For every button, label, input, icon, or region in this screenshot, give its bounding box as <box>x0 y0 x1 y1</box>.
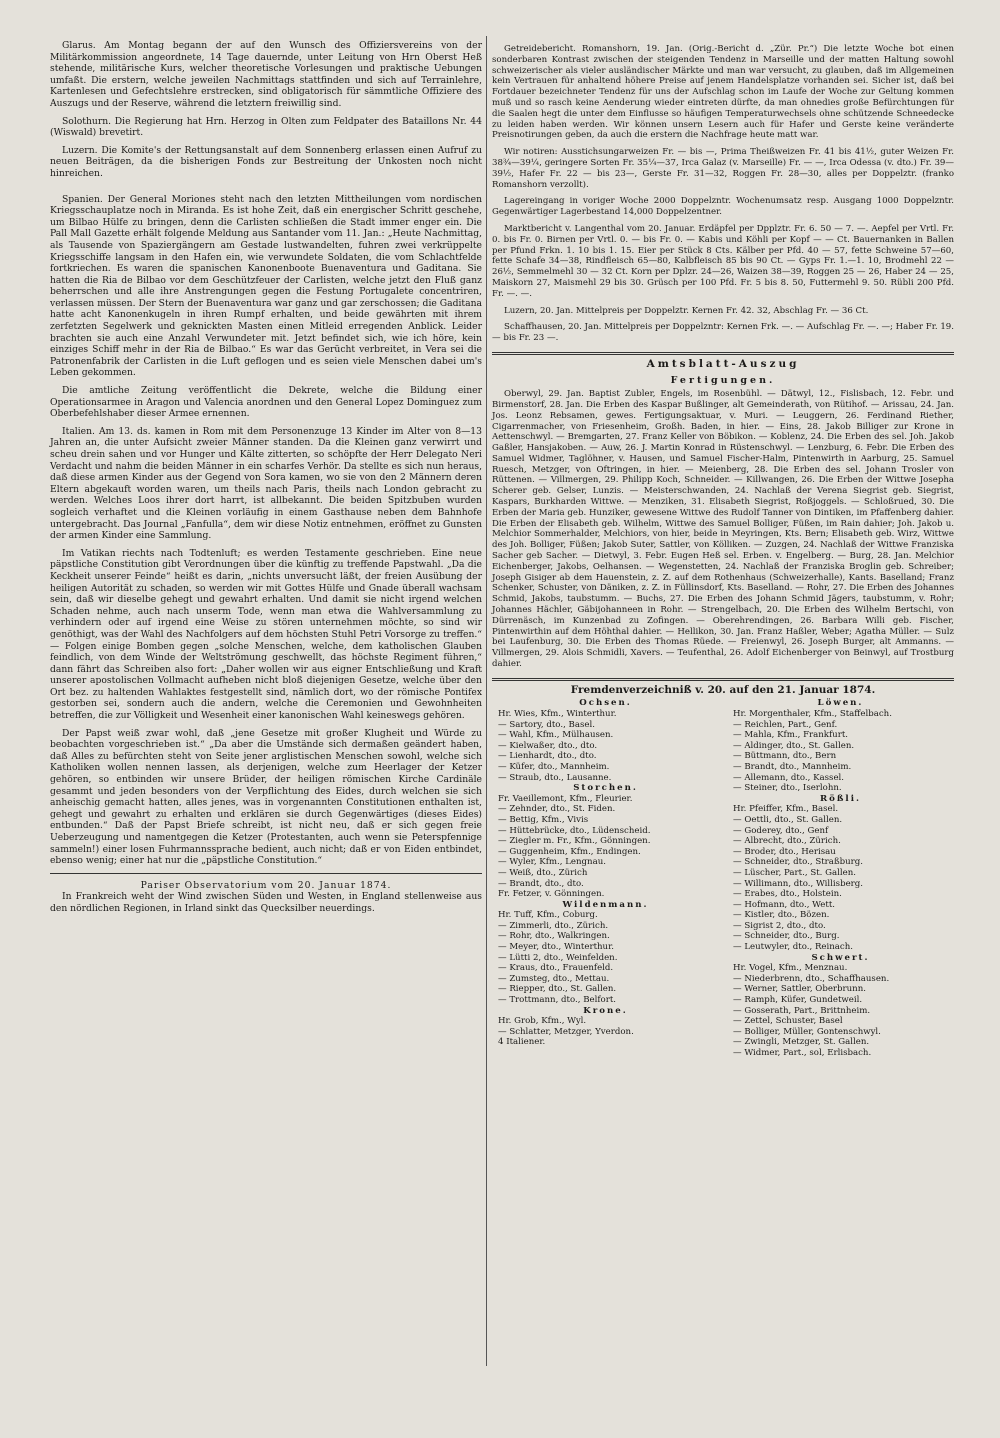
guest-entry: — Albrecht, dto., Zürich. <box>733 836 841 847</box>
guest-entry: — Sigrist 2, dto., dto. <box>733 920 826 931</box>
guest-entry: — Kraus, dto., Frauenfeld. <box>498 963 614 974</box>
guest-entry: — Brandt, dto., dto. <box>498 878 584 889</box>
guest-entry: — Widmer, Part., sol, Erlisbach. <box>733 1048 872 1059</box>
guest-entry: — Hofmann, dto., Wett. <box>733 899 836 910</box>
guest-entry: — Schneider, dto., Burg. <box>733 931 840 942</box>
fremden-list-right <box>727 698 954 1058</box>
guest-entry: — Lütti 2, dto., Weinfelden. <box>498 952 618 963</box>
guest-entry: — Straub, dto., Lausanne. <box>498 772 612 783</box>
guest-entry: — Lienhardt, dto., dto. <box>498 751 597 762</box>
section-rule <box>50 873 482 874</box>
guest-entry: — Gosserath, Part., Brittnheim. <box>733 1005 871 1016</box>
column-divider <box>486 36 487 1366</box>
guest-entry: — Zehnder, dto., St. Fiden. <box>498 804 616 815</box>
fertigungen-heading: Fertigungen. <box>670 374 776 386</box>
guest-entry: — Broder, dto., Herisau <box>733 846 836 857</box>
right-column <box>492 44 954 1059</box>
article-spanien: Spanien. Der General Moriones steht nach den letzten Mittheilungen vom nordischen Kriegsschauplatze noch in Miranda. Es ist hohe Zeit, daß ein energischer Schritt geschehe, um Bilbao Hülfe zu bringen, denn die Carlisten schließen die Stadt immer enger ein. Die Pall Mall Gazette erhält folgende Meldung aus Santander vom 11. Jan.: „Heute Nachmittag, als Tausende von Spaziergängern am Gestade lustwandelten, fuhren zwei verkrüppelte Kriegsschiffe langsam in den Hafen ein, wie verwundete Soldaten, die vom Schlachtfelde fortkriechen. Es waren die spanischen Kanonenboote Buenaventura und Gaditana. Sie hatten die Ria de Bilbao vor dem Geschützfeuer der Carlisten, welche jetzt den Fluß ganz beherrschen und alle ihre Anstrengungen gegen die Festung Portugalete concentriren, verlassen müssen. Der Stern der Buenaventura war ganz und gar zerschossen; die Gaditana hatte acht Kanonenkugeln in ihren Rumpf erhalten, und beide gewährten mit ihrem zerfetzten Segelwerk und geknickten Masten einen Mitleid erregenden Anblick. Leider brachten sie auch eine Anzahl Verwundeter mit. Jetzt befindet sich, wie ich höre, kein einziges Schiff mehr in der Ria de Bilbao.“ Es war das Gerücht verbreitet, in Vera sei die Patronenfabrik der Carlisten in die Luft geflogen und es seien viele Menschen dabei um's Leben gekommen. <box>50 193 482 379</box>
guest-entry: — Sartory, dto., Basel. <box>498 719 595 730</box>
hotel-name: Schwert. <box>811 952 870 963</box>
guest-entry: — Bettig, Kfm., Vivis <box>498 814 589 825</box>
guest-entry: Hr. Vogel, Kfm., Menznau. <box>733 963 848 974</box>
guest-entry: — Büttmann, dto., Bern <box>733 751 837 762</box>
guest-entry: — Niederbrenn, dto., Schaffhausen. <box>733 973 890 984</box>
guest-entry: Hr. Wies, Kfm., Winterthur. <box>498 709 617 720</box>
guest-entry: — Hüttebrücke, dto., Lüdenscheid. <box>498 825 651 836</box>
guest-entry: Hr. Tuff, Kfm., Coburg. <box>498 910 598 921</box>
section-rule <box>492 678 954 681</box>
guest-entry: — Zimmerli, dto., Zürich. <box>498 920 609 931</box>
getreide-notiren: Wir notiren: Ausstichsungarweizen Fr. — bis —, Prima Theißweizen Fr. 41 bis 41½, guter Weizen Fr. 38¾—39¼, geringere Sorten Fr. 35¼—37, Irca Galaz (v. Marseille) Fr. — —, Irca Odessa (v. dto.) Fr. 39—39½, Hafer Fr. 22 — bis 23—, Gerste Fr. 31—32, Roggen Fr. 28—30, alles per Doppelztr. (franko Romanshorn verzollt). <box>492 147 954 190</box>
fremden-list-left <box>492 698 719 1058</box>
article-papst: Der Papst weiß zwar wohl, daß „jene Gesetze mit großer Klugheit und Würde zu beobachten vorgeschrieben ist.“ „Da aber die Umstände sich dermaßen geändert haben, daß Alles zu befürchten steht von Seite jener arglistischen Menschen sowohl, welche sich Katholiken wollen nennen lassen, als derjenigen, welche zum Heerlager der Ketzer gehören, so entbinden wir unsere Brüder, der heiligen römischen Kirche Cardinäle gesammt und jeden besonders von der Verpflichtung des Eides, durch welchen sie sich anheischig gemacht hatten, alles jenes, was in vorgenannten Constitutionen enthalten ist, gehegt und gewahrt zu erhalten und erklären sie durch Gegenwärtiges (dieses Eides) entbunden.“ Daß der Papst Briefe schreibt, ist nicht neu, daß er sich gegen freie Ueberzeugung und namentgegen die Ketzer (Protestanten, auch wenn sie Peterspfennige sammeln!) einer losen Fuhrmannssprache bedient, auch nicht; daß er von Eiden entbindet, ebenso wenig; einer hat nur die „päpstliche Constitution.“ <box>50 727 482 867</box>
getreidebericht: Getreidebericht. Romanshorn, 19. Jan. (Orig.-Bericht d. „Zür. Pr.“) Die letzte Woche bot einen sonderbaren Kontrast zwischen der steigenden Tendenz in Marseille und der matten Haltung sowohl schweizerischer als vieler ausländischer Märkte und man war versucht, zu glauben, daß im Allgemeinen kein Vertrauen für anhaltend höhere Preise auf jenem Handelsplatze vorhanden sei. Sicher ist, daß bei Fortdauer bezeichneter Tendenz für uns der Aufschlag schon im Laufe der Woche zur Geltung kommen muß und so rasch keine Aenderung wieder eintreten dürfte, da man ohnedies große Befürchtungen für die Saalen hegt die unter dem Einflusse so häufigen Temperaturwechsels ohne schützende Schneedecke zu leiden haben werden. Wir können unsern Lesern auch für Hafer und Gerste keine veränderte Preisnotirungen geben, da auch die erstern die Nachfrage heute matt war. <box>492 44 954 141</box>
guest-entry: — Werner, Sattler, Oberbrunn. <box>733 984 866 995</box>
guest-entry: — Schneider, dto., Straßburg. <box>733 857 864 868</box>
fremdenverzeichnis-heading: Fremdenverzeichniß v. 20. auf den 21. Januar 1874. <box>570 683 876 696</box>
getreide-lager: Lagereingang in voriger Woche 2000 Doppelzntr. Wochenumsatz resp. Ausgang 1000 Doppelzntr. Gegenwärtiger Lagerbestand 14,000 Doppelzentner. <box>492 196 954 218</box>
guest-entry: — Kistler, dto., Bözen. <box>733 910 830 921</box>
guest-entry: — Meyer, dto., Winterthur. <box>498 942 614 953</box>
guest-entry: — Willimann, dto., Willisberg. <box>733 878 863 889</box>
marktbericht-schaffhausen: Schaffhausen, 20. Jan. Mittelpreis per Doppelzntr: Kernen Frk. —. — Aufschlag Fr. —. —; Haber Fr. 19. — bis Fr. 23 —. <box>492 322 954 344</box>
hotel-name: Löwen. <box>817 698 864 709</box>
guest-entry: — Küfer, dto., Mannheim. <box>498 761 610 772</box>
guest-entry: — Wyler, Kfm., Lengnau. <box>498 857 606 868</box>
hotel-name: Krone. <box>583 1005 628 1016</box>
guest-entry: — Trottmann, dto., Belfort. <box>498 995 617 1006</box>
guest-entry: — Zwingli, Metzger, St. Gallen. <box>733 1037 870 1048</box>
guest-entry: — Weiß, dto., Zürich <box>498 867 588 878</box>
article-italien: Italien. Am 13. ds. kamen in Rom mit dem Personenzuge 13 Kinder im Alter von 8—13 Jahren an, die unter Aufsicht zweier Männer standen. Da die Kleinen ganz verwirrt und scheu drein sahen und vor Hunger und Kälte zitterten, so schöpfte der Herr Delegato Neri Verdacht und nahm die beiden Männer in ein scharfes Verhör. Da stellte es sich nun heraus, daß diese armen Kinder aus der Gegend von Sora kamen, wo sie von den 2 Männern deren Eltern abgekauft worden waren, um theils nach Paris, theils nach London gebracht zu werden. Welches Loos ihrer dort harrt, ist allbekannt. Die beiden Spitzbuben wurden sogleich verhaftet und die Kleinen vorläufig in einem Gasthause neben dem Bahnhofe untergebracht. Das Journal „Fanfulla“, dem wir diese Notiz entnehmen, eröffnet zu Gunsten der armen Kinder eine Sammlung. <box>50 425 482 542</box>
guest-entry: Fr. Vaeillemont, Kfm., Fleurier. <box>498 793 633 804</box>
article-solothurn: Solothurn. Die Regierung hat Hrn. Herzog in Olten zum Feldpater des Bataillons Nr. 44 (Wiswald) brevetirt. <box>50 115 482 139</box>
guest-entry: — Brandt, dto., Mannheim. <box>733 761 852 772</box>
guest-entry: — Erabes, dto., Holstein. <box>733 889 842 900</box>
article-luzern: Luzern. Die Komite's der Rettungsanstalt auf dem Sonnenberg erlassen einen Aufruf zu neuen Beiträgen, da die bisherigen Fonds zur Bestreitung der Unkosten noch nicht hinreichen. <box>50 144 482 179</box>
guest-entry: — Rohr, dto., Walkringen. <box>498 931 610 942</box>
guest-entry: — Bolliger, Müller, Gontenschwyl. <box>733 1026 881 1037</box>
guest-entry: — Ramph, Küfer, Gundetweil. <box>733 995 863 1006</box>
marktbericht-langenthal: Marktbericht v. Langenthal vom 20. Januar. Erdäpfel per Dpplztr. Fr. 6. 50 — 7. —. Aepfel per Vrtl. Fr. 0. bis Fr. 0. Birnen per Vrtl. 0. — bis Fr. 0. — Kabis und Köhli per Kopf — — Ct. Bauernanken in Ballen per Pfund Frkn. 1. 10 bis 1. 15. Eier per Stück 8 Cts. Kälber per Pfd. 40 — 57, fette Schweine 57—60, fette Schafe 34—38, Rindfleisch 65—80, Kalbfleisch 85 bis 90 Ct. — Gyps Fr. 1.—1. 10, Brodmehl 22 — 26½, Semmelmehl 30 — 32 Ct. Korn per Dplzr. 24—26, Waizen 38—39, Roggen 25 — 26, Haber 24 — 25, Maiskorn 27, Maismehl 29 bis 30. Grüsch per 100 Pfd. Fr. 5 bis 8. 50, Futtermehl 9. 50. Rübli 200 Pfd. Fr. —. —. <box>492 223 954 299</box>
article-glarus: Glarus. Am Montag begann der auf den Wunsch des Offiziersvereins von der Militärkommission angeordnete, 14 Tage dauernde, unter Leitung von Hrn Oberst Heß stehende, militärische Kurs, welcher theoretische Vorlesungen und praktische Uebungen umfaßt. Die erstern, welche jeweilen Nachmittags stattfinden und sich auf Terrainlehre, Kartenlesen und Gefechtslehre erstrecken, sind obligatorisch für sämmtliche Offiziere des Auszugs und der Reserve, während die letztern freiwillig sind. <box>50 40 482 109</box>
amtsblatt-heading: Amtsblatt-Auszug <box>646 357 800 370</box>
hotel-name: Storchen. <box>573 783 638 794</box>
fertigungen-text: Oberwyl, 29. Jan. Baptist Zubler, Engels, im Rosenbühl. — Dätwyl, 12., Fislisbach, 12. Febr. und Birmenstorf, 28. Jan. Die Erben des Kaspar Bußlinger, alt Gemeinderath, von Rütihof. — Arissau, 24. Jan. Jos. Leonz Rebsamen, gewes. Fertigungsaktuar, v. Muri. — Leuggern, 26. Ferdinand Riether, Cigarrenmacher, von Friesenheim, Großh. Baden, in hier. — Eins, 28. Jakob Billiger zur Krone in Aettenschwyl. — Bremgarten, 27. Franz Keller von Böbikon. — Koblenz, 24. Die Erben des sel. Joh. Jakob Gaßler, Hansjakoben. — Auw, 26. J. Martin Konrad in Rüstenschwyl. — Lenzburg, 6. Febr. Die Erben des Samuel Widmer, Taglöhner, v. Hausen, und Samuel Fischer-Halm, Pintenwirth in Aarburg, 25. Samuel Ruesch, Metzger, von Oftringen, in hier. — Meienberg, 28. Die Erben des sel. Johann Trosler von Rüttenen. — Villmergen, 29. Philipp Koch, Schneider. — Killwangen, 26. Die Erben der Wittwe Josepha Scherer geb. Gelser, Lunzis. — Meisterschwanden, 24. Nachlaß der Verena Siegrist geb. Siegrist, Kaspars, Burkharden Wittwe. — Menziken, 31. Elisabeth Siegrist, Roßjoggels. — Schloßrued, 30. Die Erben der Maria geb. Hunziker, gewesene Wittwe des Rudolf Tanner von Dintiken, im Pfaffenberg dahier. Die Erben der Elisabeth geb. Wilhelm, Wittwe des Samuel Bolliger, Füßen, im Rain dahier; Joh. Jakob u. Melchior Sommerhalder, Melchiors, von hier, beide in Meyringen, Kts. Bern; Elisabeth geb. Wirz, Wittwe des Joh. Bolliger, Füßen; Jakob Suter, Sattler, von Kölliken. — Zuzgen, 24. Nachlaß der Wittwe Franziska Sacher geb Sacher. — Dietwyl, 3. Febr. Eugen Heß sel. Erben. v. Engelberg. — Burg, 28. Jan. Melchior Eichenberger, Jakobs, Oelhansen. — Wegenstetten, 24. Nachlaß der Franziska Broglin geb. Schreiber; Joseph Gisiger ab dem Hauenstein, z. Z. auf dem Rothenhaus (Schweizerhalle), Kants. Baselland; Franz Schenker, Schuster, von Däniken, z. Z. in Füllinsdorf, Kts. Baselland. — Rohr, 27. Die Erben des Johannes Schmid, Jakobs, taubstumm. — Buchs, 27. Die Erben des Johann Schmid Jägers, taubstumm, v. Rohr; Johannes Hächler, Gäbijohanneen in Rohr. — Strengelbach, 20. Die Erben des Wilhelm Bertschi, von Dürrenäsch, im Kunzenbad zu Zofingen. — Oberehrendingen, 26. Barbara Willi geb. Fischer, Pintenwirthin auf dem Höhthal dahier. — Hellikon, 30. Jan. Franz Haßler, Weber; Agatha Müller. — Sulz bei Laufenburg, 30. Die Erben des Thomas Rüede. — Freienwyl, 26. Joseph Burger, alt Ammanns. — Villmergen, 29. Alois Schmidli, Xavers. — Teufenthal, 26. Adolf Eichenberger von Beinwyl, auf Trostburg dahier. <box>492 389 954 670</box>
hotel-name: Wildenmann. <box>562 899 649 910</box>
guest-entry: 4 Italiener. <box>498 1037 546 1048</box>
marktbericht-luzern: Luzern, 20. Jan. Mittelpreis per Doppelztr. Kernen Fr. 42. 32, Abschlag Fr. — 36 Ct. <box>504 305 869 316</box>
guest-entry: Hr. Pfeiffer, Kfm., Basel. <box>733 804 839 815</box>
article-spanien-dekrete: Die amtliche Zeitung veröffentlicht die Dekrete, welche die Bildung einer Operationsarmee in Aragon und Valencia anordnen und den General Lopez Dominguez zum Oberbefehlshaber dieser Armee ernennen. <box>50 385 482 420</box>
observatorium-title: Pariser Observatorium vom 20. Januar 1874. <box>140 879 392 891</box>
guest-entry: — Wahl, Kfm., Mülhausen. <box>498 730 614 741</box>
article-vatikan: Im Vatikan riechts nach Todtenluft; es werden Testamente geschrieben. Eine neue päpstliche Constitution gibt Verordnungen über die künftig zu treffende Papstwahl. „Da die Keckheit unserer Feinde“ heißt es darin, „nichts unversucht läßt, der freien Ausübung der heiligen Autorität zu schaden, so werden wir mit Gottes Hülfe und Gnade überall wachsam sein, daß wir dieselbe gehegt und gewahrt erhalten. Und damit sie nicht irgend welchen Schaden nehme, auch nach unserm Tode, wenn man etwa die Wahlversammlung zu verhindern oder auf irgend eine Weise zu stören unternehmen möchte, so sind wir genöthigt, was der Wahl des Nachfolgers auf dem höchsten Stuhl Petri Vorsorge zu treffen.“ — Folgen einige Bomben gegen „solche Menschen, welche, dem katholischen Glauben feindlich, von dem Winde der Weltströmung geschwellt, das höchste Regiment führen,“ dann fährt das Schreiben also fort: „Daher wollen wir aus eigner Entschließung und Kraft unserer apostolischen Vollmacht aufheben nicht bloß diejenigen Gesetze, welche über den Ort bez. zu haltenden Wahlaktes festgestellt sind, nämlich dort, wo der römische Pontifex gestorben sei, sondern auch die andern, welche die Ceremonien und Gewohnheiten betreffen, die zur Völligkeit und Wesenheit einer kanonischen Wahl keineswegs gehören. <box>50 547 482 722</box>
fremden-lists <box>492 698 954 1058</box>
hotel-name: Ochsen. <box>579 698 632 709</box>
guest-entry: — Kielwaßer, dto., dto. <box>498 740 598 751</box>
guest-entry: — Schlatter, Metzger, Yverdon. <box>498 1026 634 1037</box>
observatorium-text: In Frankreich weht der Wind zwischen Süden und Westen, in England stellenweise aus den nördlichen Regionen, in Irland sinkt das Quecksilber neuerdings. <box>50 891 482 914</box>
guest-entry: — Steiner, dto., Iserlohn. <box>733 783 842 794</box>
guest-entry: — Allemann, dto., Kassel. <box>733 772 845 783</box>
guest-entry: — Mahla, Kfm., Frankfurt. <box>733 730 849 741</box>
left-column <box>50 40 482 921</box>
guest-entry: — Guggenheim, Kfm., Endingen. <box>498 846 641 857</box>
guest-entry: Fr. Fetzer, v. Gönningen. <box>498 889 605 900</box>
guest-entry: — Zettel, Schuster, Basel <box>733 1016 843 1027</box>
section-rule <box>492 352 954 355</box>
guest-entry: Hr. Morgenthaler, Kfm., Staffelbach. <box>733 709 892 720</box>
guest-entry: — Riepper, dto., St. Gallen. <box>498 984 617 995</box>
guest-entry: — Aldinger, dto., St. Gallen. <box>733 740 855 751</box>
guest-entry: — Reichlen, Part., Genf. <box>733 719 838 730</box>
guest-entry: — Goderey, dto., Genf <box>733 825 829 836</box>
guest-entry: — Leutwyler, dto., Reinach. <box>733 942 853 953</box>
guest-entry: — Zumsteg, dto., Mettau. <box>498 973 610 984</box>
guest-entry: — Lüscher, Part., St. Gallen. <box>733 867 856 878</box>
guest-entry: — Ziegler m. Fr., Kfm., Gönningen. <box>498 836 651 847</box>
hotel-name: Rößli. <box>820 793 861 804</box>
guest-entry: — Oettli, dto., St. Gallen. <box>733 814 843 825</box>
guest-entry: Hr. Grob, Kfm., Wyl. <box>498 1016 587 1027</box>
